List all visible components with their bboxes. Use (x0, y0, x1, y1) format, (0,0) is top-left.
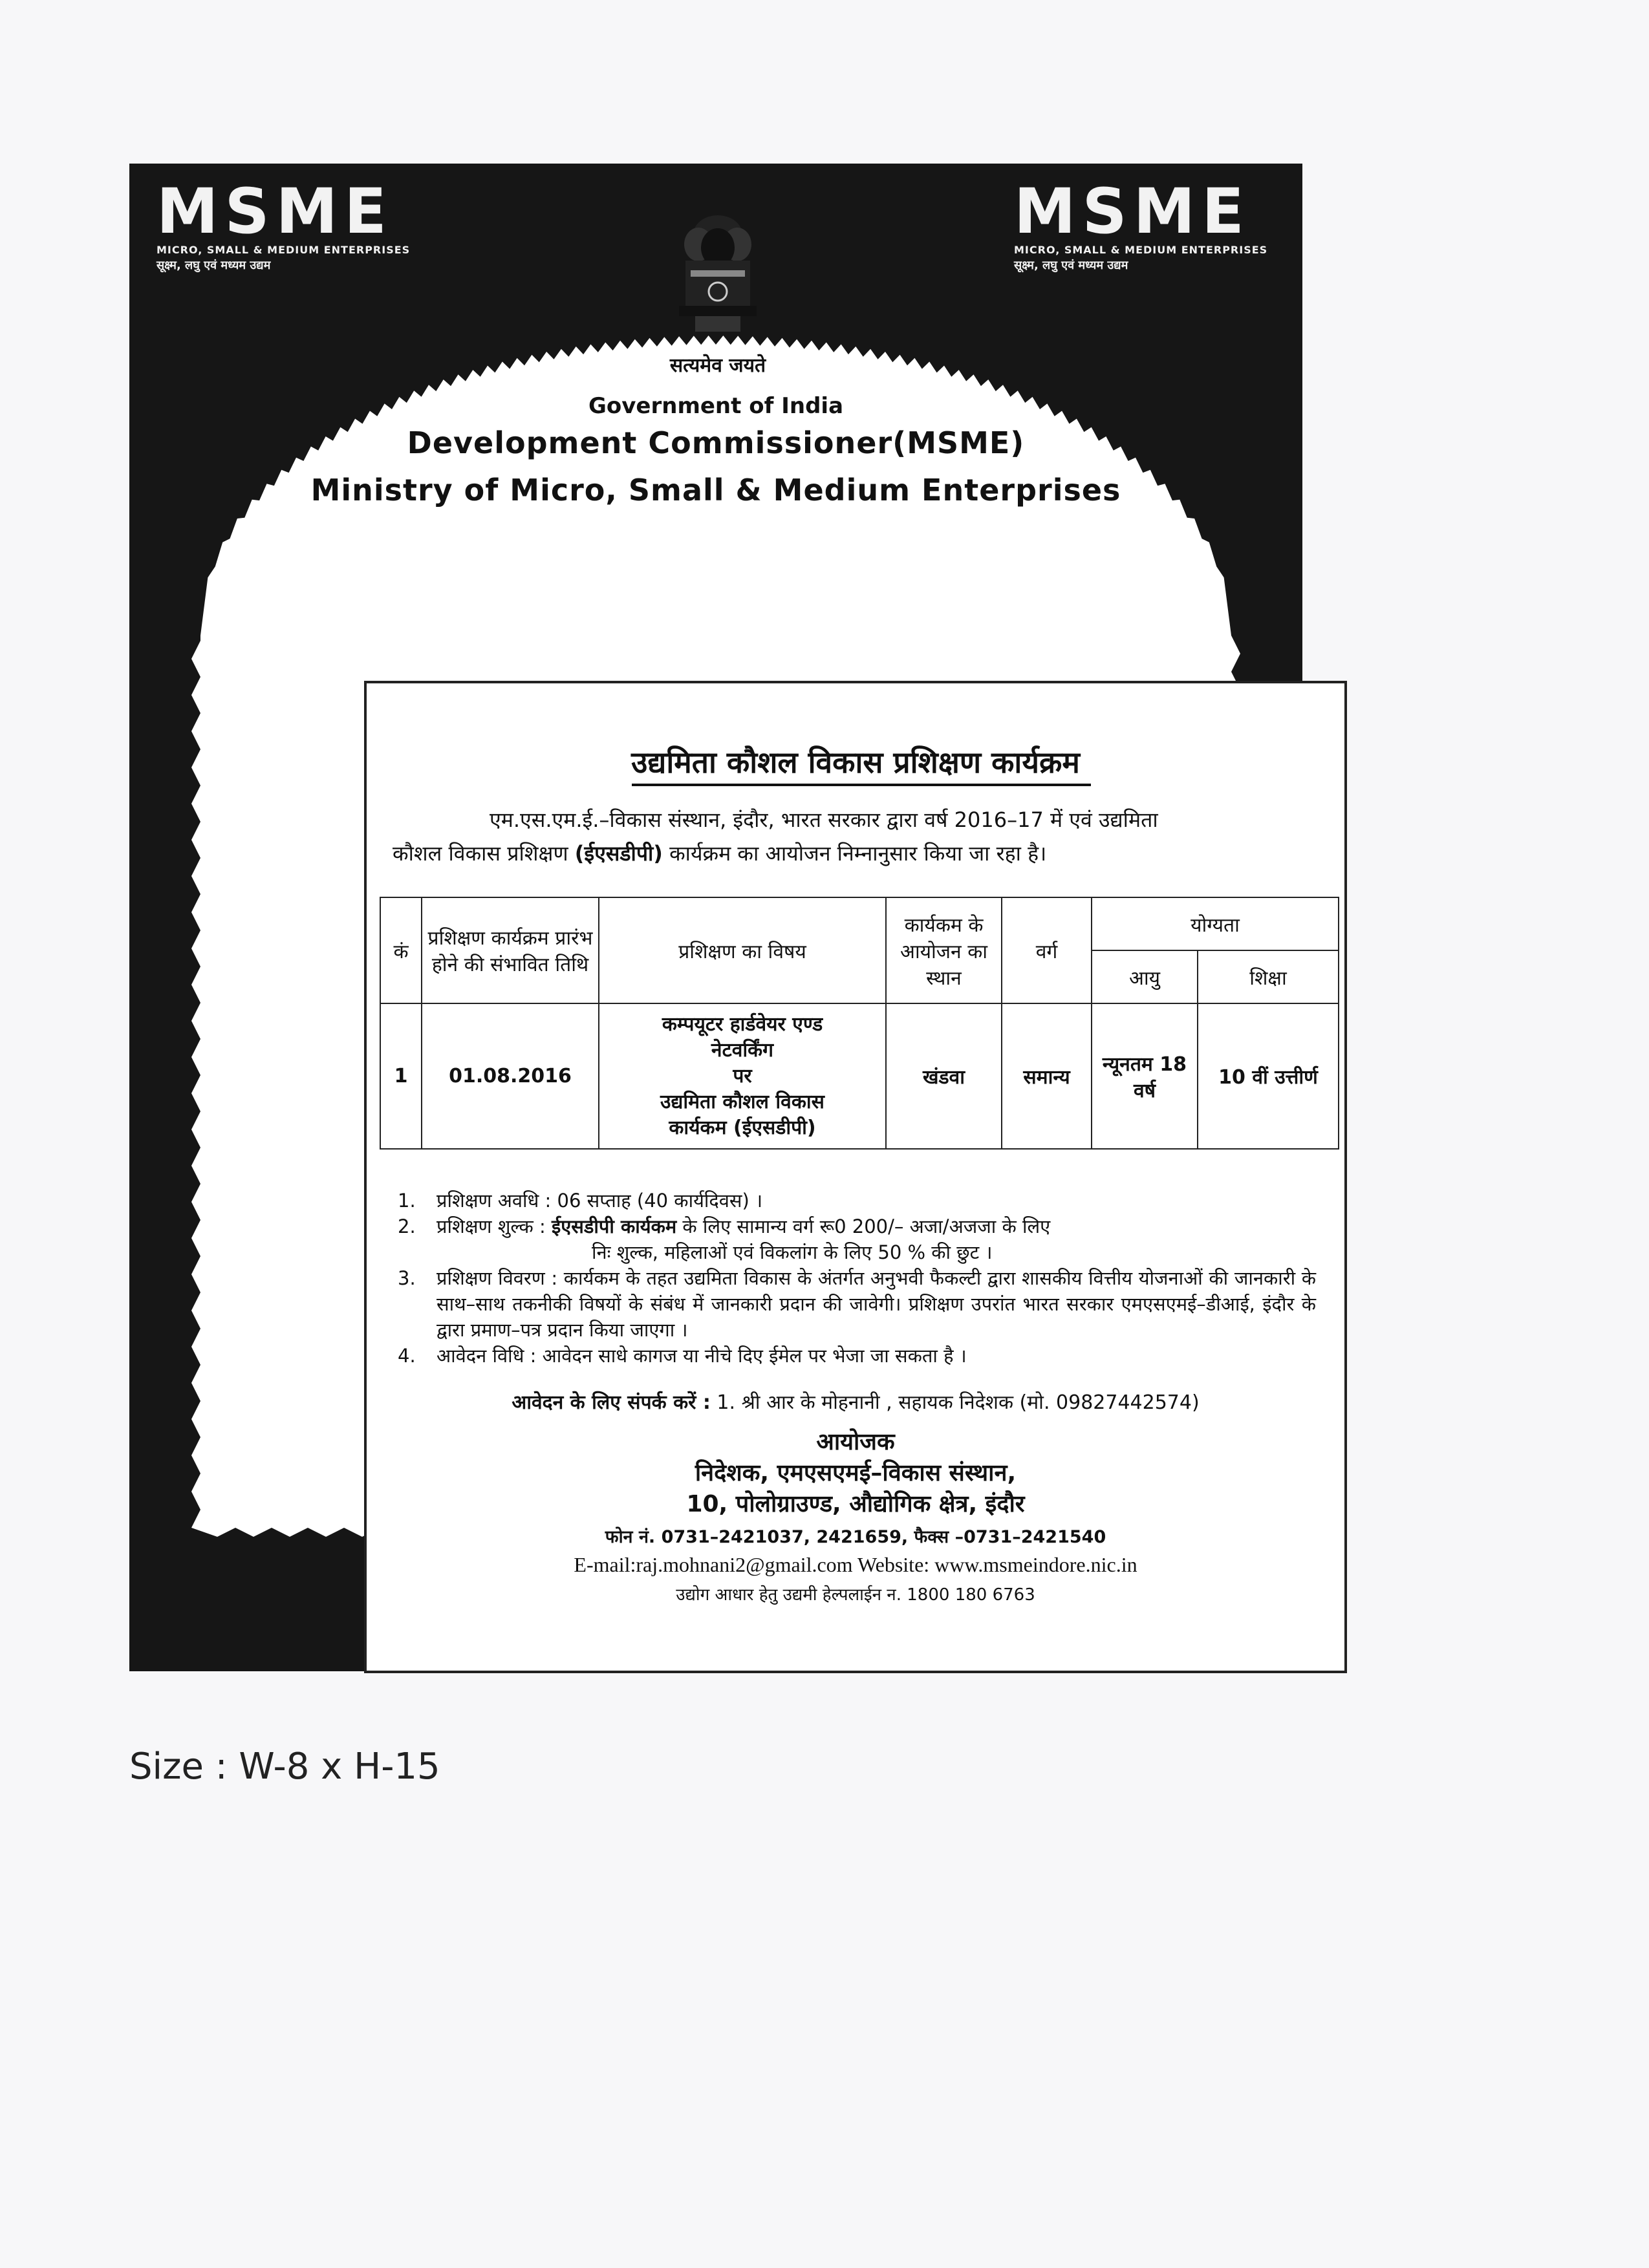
size-note: Size : W-8 x H-15 (129, 1746, 440, 1788)
col-venue: कार्यकम के आयोजन का स्थान (886, 897, 1002, 1003)
col-category: वर्ग (1002, 897, 1092, 1003)
col-subject: प्रशिक्षण का विषय (599, 897, 886, 1003)
cell-age: न्यूनतम 18 वर्ष (1092, 1003, 1198, 1149)
cell-venue: खंडवा (886, 1003, 1002, 1149)
organizer-line-1: निदेशक, एमएसएमई–विकास संस्थान, (695, 1460, 1017, 1486)
commissioner-title: Development Commissioner(MSME) (407, 425, 1025, 460)
programme-table (380, 897, 1339, 1150)
list-item: 4. आवेदन विधि : आवेदन साधे कागज या नीचे दिए ईमेल पर भेजा जा सकता है । (398, 1345, 967, 1367)
table-row (380, 1003, 1339, 1149)
motto: सत्यमेव जयते (669, 354, 766, 377)
intro-line-2a: कौशल विकास प्रशिक्षण (393, 841, 575, 866)
list-item: 3. प्रशिक्षण विवरण : कार्यकम के तहत उद्यमिता विकास के अंतर्गत अनुभवी फैकल्टी द्वारा शासकीय वित्तीय योजनाओं की जानकारी के साथ–साथ तकनीकी विषयों के संबंध में जानकारी प्रदान की जावेगी। प्रशिक्षण उपरांत भारत सरकार एमएसएमई–डीआई, इंदौर के द्वारा प्रमाण–पत्र प्रदान किया जाएगा । (398, 1267, 1316, 1341)
cell-sno: 1 (380, 1003, 422, 1149)
organizer-block (367, 1427, 1344, 1520)
col-eligibility: योग्यता (1092, 897, 1339, 950)
intro-paragraph (393, 803, 1324, 870)
list-item: 1. प्रशिक्षण अवधि : 06 सप्ताह (40 कार्यदिवस) । (398, 1190, 763, 1212)
ministry-title: Ministry of Micro, Small & Medium Enterprises (310, 473, 1121, 508)
col-sno: कं (380, 897, 422, 1003)
subject-line-2: नेटवर्किंग (711, 1038, 774, 1062)
national-emblem-icon (660, 209, 776, 338)
subject-line-5: कार्यकम (ईएसडीपी) (669, 1116, 816, 1139)
contact-line: आवेदन के लिए संपर्क करें : 1. श्री आर के मोहनानी , सहायक निदेशक (मो. 09827442574) (512, 1391, 1200, 1414)
msme-logo-right: MSME MICRO, SMALL & MEDIUM ENTERPRISES सूक्ष्म, लघु एवं मध्यम उद्यम (1014, 175, 1268, 272)
advertisement (129, 164, 1318, 1671)
helpline-line: उद्योग आधार हेतु उद्यमी हेल्पलाईन न. 1800 180 6763 (676, 1585, 1035, 1605)
col-age: आयु (1092, 950, 1198, 1003)
phone-line: फोन नं. 0731–2421037, 2421659, फैक्स –0731–2421540 (605, 1527, 1106, 1547)
list-item: 2. प्रशिक्षण शुल्क : ईएसडीपी कार्यकम के लिए सामान्य वर्ग रू0 200/– अजा/अजजा के लिए निः शुल्क, महिलाओं एवं विकलांग के लिए 50 % की छुट । (398, 1215, 1051, 1263)
subject-line-3: पर (733, 1064, 752, 1087)
government-label: Government of India (588, 393, 844, 419)
intro-line-2c: कार्यक्रम का आयोजन निम्नानुसार किया जा रहा है। (662, 841, 1047, 866)
title-underline (632, 784, 1091, 786)
col-date: प्रशिक्षण कार्यक्रम प्रारंभ होने की संभावित तिथि (422, 897, 599, 1003)
intro-esdp: (ईएसडीपी) (574, 841, 663, 866)
cell-subject (599, 1003, 886, 1149)
email-website-line: E-mail:raj.mohnani2@gmail.com Website: www.msmeindore.nic.in (574, 1553, 1137, 1576)
organizer-heading: आयोजक (816, 1429, 895, 1455)
subject-line-4: उद्यमिता कौशल विकास (660, 1090, 824, 1113)
msme-logo-left: MSME MICRO, SMALL & MEDIUM ENTERPRISES सूक्ष्म, लघु एवं मध्यम उद्यम (156, 175, 411, 272)
col-education: शिक्षा (1198, 950, 1339, 1003)
notes-list (398, 1188, 1316, 1369)
organizer-line-2: 10, पोलोग्राउण्ड, औद्योगिक क्षेत्र, इंदौर (686, 1491, 1025, 1517)
cell-category: समान्य (1002, 1003, 1092, 1149)
subject-line-1: कम्पयूटर हार्डवेयर एण्ड (662, 1012, 823, 1036)
notice-title: उद्यमिता कौशल विकास प्रशिक्षण कार्यक्रम (631, 745, 1080, 780)
cell-date: 01.08.2016 (422, 1003, 599, 1149)
notice-box (364, 681, 1347, 1673)
intro-line-1: एम.एस.एम.ई.–विकास संस्थान, इंदौर, भारत सरकार द्वारा वर्ष 2016–17 में एवं उद्यमिता (490, 808, 1158, 832)
cell-education: 10 वीं उत्तीर्ण (1198, 1003, 1339, 1149)
